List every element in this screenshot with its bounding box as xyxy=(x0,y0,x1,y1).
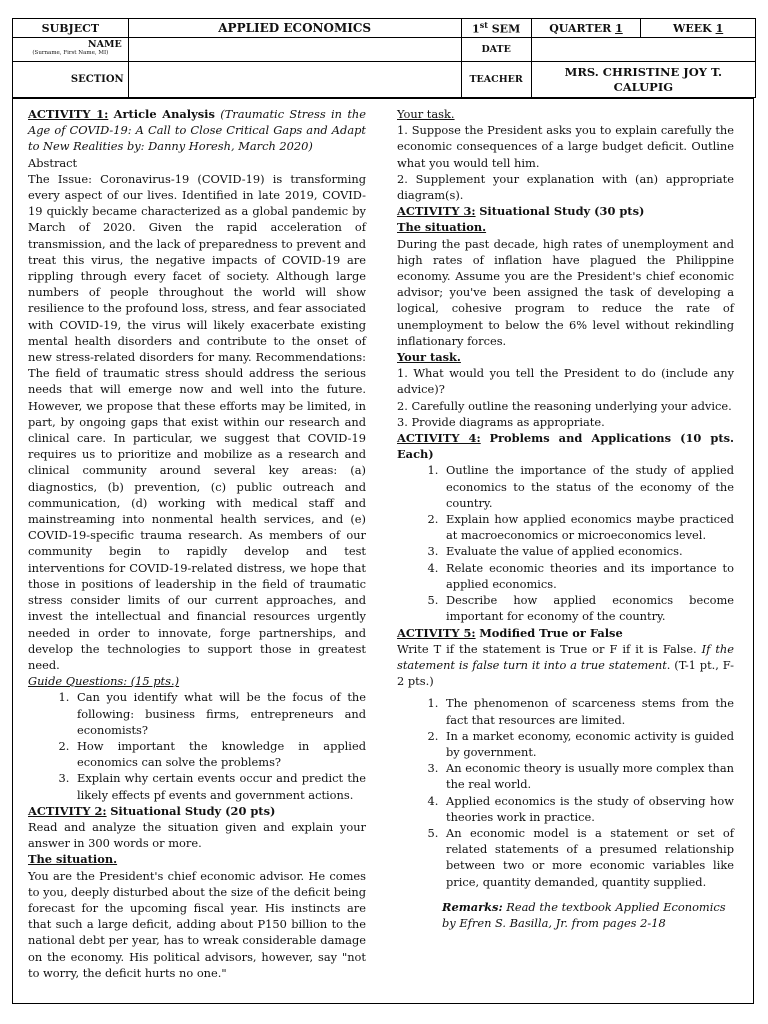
activity2-task: 1. Suppose the President asks you to explain carefully the economic consequences of a large budget deficit. Outline what you would tell him. xyxy=(397,123,734,170)
activity5-instructions xyxy=(397,641,734,690)
activity3-type: Situational Study (30 pts) xyxy=(479,204,645,219)
name-field[interactable] xyxy=(128,38,461,62)
activity3-task: 1. What would you tell the President to do (include any advice)? xyxy=(397,366,734,397)
sem-suffix: st xyxy=(479,20,488,31)
activity1-source: (Traumatic Stress in the Age of COVID-19: A Call to Close Critical Gaps and Adapt to New Realities by: Danny Horesh, March 2020) xyxy=(28,107,367,154)
activity4-intro xyxy=(397,430,734,462)
right-column xyxy=(397,106,734,931)
activity4-heading: ACTIVITY 4: xyxy=(397,431,481,446)
activity4-item: 1. Outline the importance of the study of applied economics to the status of the economy of the country. xyxy=(442,462,734,511)
remarks-label: Remarks: xyxy=(442,899,503,914)
activity5-type: Modified True or False xyxy=(479,625,623,640)
activity2-heading: ACTIVITY 2: xyxy=(28,803,107,818)
activity3-task: 2. Carefully outline the reasoning underlying your advice. xyxy=(397,398,732,413)
activity2-task-label: Your task. xyxy=(397,107,455,121)
quarter-value: 1 xyxy=(615,21,623,35)
activity4-list xyxy=(397,462,734,624)
activity4-item: 5. Describe how applied economics become important for economy of the country. xyxy=(442,592,734,624)
guide-question: 3. Explain why certain events occur and predict the likely effects pf events and government actions. xyxy=(73,770,366,802)
activity5-heading: ACTIVITY 5: xyxy=(397,625,476,640)
abstract-label: Abstract xyxy=(28,155,78,170)
activity1-intro xyxy=(28,106,366,155)
subject-label: SUBJECT xyxy=(13,19,129,38)
activity2-intro xyxy=(28,803,366,819)
activity4-item: 2. Explain how applied economics maybe practiced at macroeconomics or microeconomics level. xyxy=(442,511,734,543)
date-label: DATE xyxy=(461,38,531,62)
week-value: 1 xyxy=(715,21,724,35)
activity5-item: 4. Applied economics is the study of observing how theories work in practice. xyxy=(442,793,734,825)
name-label: NAME xyxy=(87,39,122,50)
activity4-type: Problems and Applications (10 pts. Each) xyxy=(397,431,735,462)
activity3-situation: During the past decade, high rates of unemployment and high rates of inflation have plagued the Philippine economy. Assume you are the President's chief economic advisor; you've been assigned the task of developing a logical, cohesive program to reduce the rate of unemployment to below the 6% level without rekindling inflationary forces. xyxy=(397,236,734,348)
week-label: WEEK xyxy=(673,21,712,35)
activity4-item: 4. Relate economic theories and its importance to applied economics. xyxy=(442,560,734,592)
sem-label: SEM xyxy=(491,22,521,36)
activity5-item: 3. An economic theory is usually more complex than the real world. xyxy=(442,760,734,792)
activity5-list xyxy=(397,695,734,889)
teacher-label: TEACHER xyxy=(461,62,531,98)
activity5-item: 2. In a market economy, economic activity is guided by government. xyxy=(442,728,734,760)
section-field[interactable] xyxy=(128,62,461,98)
header-table xyxy=(12,18,756,98)
guide-question: 2. How important the knowledge in applied economics can solve the problems? xyxy=(73,738,366,770)
name-hint: (Surname, First Name, MI) xyxy=(32,50,109,56)
remarks-text: Read the textbook Applied Economics by Efren S. Basilla, Jr. from pages 2-18 xyxy=(442,899,726,930)
activity3-situation-label: The situation. xyxy=(397,220,487,235)
remarks xyxy=(397,899,734,931)
subject-value: APPLIED ECONOMICS xyxy=(128,19,461,38)
guide-questions-label: Guide Questions: (15 pts.) xyxy=(28,674,180,689)
guide-question: 1. Can you identify what will be the focus of the following: business firms, entrepreneurs and economists? xyxy=(73,689,366,738)
activity5-item: 5. An economic model is a statement or set of related statements of a presumed relationship between two or more economic variables like price, quantity demanded, quantity supplied. xyxy=(442,825,734,890)
activity1-type: Article Analysis xyxy=(113,107,215,121)
quarter-label: QUARTER xyxy=(549,21,612,35)
activity5-instr-italic: If the statement is false turn it into a true statement xyxy=(397,641,734,672)
activity3-task: 3. Provide diagrams as appropriate. xyxy=(397,414,605,429)
activity2-task: 2. Supplement your explanation with (an) appropriate diagram(s). xyxy=(397,171,734,203)
activity5-instr-plain: Write T if the statement is True or F if it is False. xyxy=(397,641,697,656)
activity2-situation: You are the President's chief economic advisor. He comes to you, deeply disturbed about the size of the deficit being forecast for the upcoming fiscal year. His instincts are that such a large deficit, adding about P150 billion to the national debt per year, has to wreak considerable damage on the economy. His political advisors, however, say "not to worry, the deficit hurts no one." xyxy=(28,868,366,980)
teacher-value: MRS. CHRISTINE JOY T. CALUPIG xyxy=(531,62,755,98)
sem-number: 1 xyxy=(472,22,480,36)
activity2-type: Situational Study (20 pts) xyxy=(110,803,276,818)
section-label: SECTION xyxy=(13,62,129,98)
activity5-instr-points: . (T-1 pt., F-2 pts.) xyxy=(397,657,734,689)
activity2-situation-label: The situation. xyxy=(28,852,118,867)
activity2-instructions: Read and analyze the situation given and explain your answer in 300 words or more. xyxy=(28,819,366,851)
activity5-intro xyxy=(397,625,734,641)
activity3-task-label: Your task. xyxy=(397,350,461,365)
activity3-intro xyxy=(397,203,734,219)
abstract-text: The Issue: Coronavirus-19 (COVID-19) is transforming every aspect of our lives. Identified in late 2019, COVID-19 quickly became characterized as a global pandemic by March of 2020. Given the rapid acceleration of transmission, and the lack of preparedness to prevent and treat this virus, the negative impacts of COVID-19 are rippling through every facet of society. Although large numbers of people throughout the world will show resilience to the profound loss, stress, and fear associated with COVID-19, the virus will likely exacerbate existing mental health disorders and contribute to the onset of new stress-related disorders for many. Recommendations: The field of traumatic stress should address the serious needs that will emerge now and well into the future. However, we propose that these efforts may be limited, in part, by ongoing gaps that exist within our research and clinical care. In particular, we suggest that COVID-19 requires us to prioritize and mobilize as a research and clinical community around several key areas: (a) diagnostics, (b) prevention, (c) public outreach and communication, (d) working with medical staff and mainstreaming into nonmental health services, and (e) COVID-19-specific trauma research. As members of our community begin to rapidly develop and test interventions for COVID-19-related distress, we hope that those in positions of leadership in the field of traumatic stress consider limits of our current approaches, and invest the intellectual and financial resources urgently needed in order to innovate, forge partnerships, and develop the technologies to support those in greatest need. xyxy=(28,171,366,672)
activity1-heading: ACTIVITY 1: xyxy=(28,107,109,121)
guide-questions-list xyxy=(28,689,366,802)
date-field[interactable] xyxy=(531,38,755,62)
activity3-heading: ACTIVITY 3: xyxy=(397,204,476,219)
activity5-item: 1. The phenomenon of scarceness stems from the fact that resources are limited. xyxy=(442,695,734,727)
activity4-item: 3. Evaluate the value of applied economics. xyxy=(442,543,734,559)
left-column xyxy=(28,106,366,981)
